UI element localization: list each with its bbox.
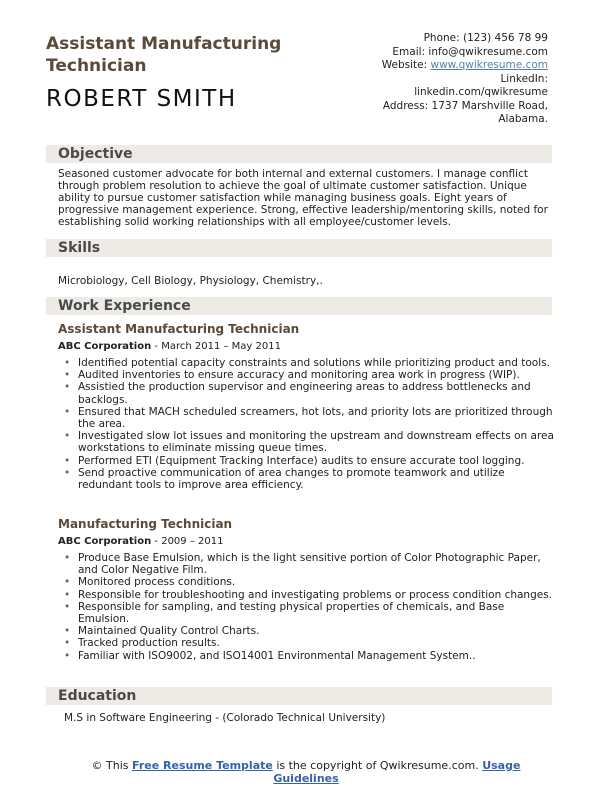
contact-website [382, 59, 548, 73]
job-meta-1 [58, 341, 281, 352]
job-meta-2 [58, 536, 223, 547]
experience-heading: Work Experience [58, 298, 191, 314]
skills-text: Microbiology, Cell Biology, Physiology, Chemistry,. [58, 275, 323, 287]
list-item: • Maintained Quality Control Charts. [58, 625, 554, 637]
footer-prefix: © This [91, 759, 133, 772]
list-item: • Ensured that MACH scheduled screamers, hot lots, and priority lots are prioritized through the area. [58, 406, 554, 430]
website-link[interactable]: www.qwikresume.com [430, 59, 548, 71]
job-dates-2: - 2009 – 2011 [151, 536, 224, 547]
education-heading: Education [58, 688, 137, 704]
list-item: • Performed ETI (Equipment Tracking Interface) audits to ensure accurate tool logging. [58, 455, 554, 467]
contact-website-label: Website: [381, 59, 431, 71]
contact-block [382, 32, 548, 127]
contact-email: Email: info@qwikresume.com [392, 45, 548, 58]
list-item: • Assistied the production supervisor and engineering areas to address bottlenecks and backlogs. [58, 381, 554, 405]
list-item: • Familiar with ISO9002, and ISO14001 Environmental Management System.. [58, 650, 554, 662]
objective-text: Seasoned customer advocate for both internal and external customers. I manage conflict through problem resolution to achieve the goal of ultimate customer satisfaction. Unique ability to pursue customer satisfaction while managing business goals. Eight years of progressive management experience. Strong, effective leadership/mentoring skills, noted for establishing solid working relationships with all employee/customer levels. [58, 168, 548, 228]
contact-linkedin: linkedin.com/qwikresume [414, 86, 548, 98]
copyright-footer [60, 759, 552, 785]
education-text: M.S in Software Engineering - (Colorado Technical University) [64, 712, 386, 724]
job-company-1: ABC Corporation [58, 341, 152, 352]
list-item: • Investigated slow lot issues and monitoring the upstream and downstream effects on area workstations to eliminate missing queue times. [58, 430, 554, 454]
objective-heading: Objective [58, 146, 133, 162]
contact-address-line1: Address: 1737 Marshville Road, [382, 99, 548, 112]
candidate-name: ROBERT SMITH [46, 86, 237, 112]
contact-linkedin-label: LinkedIn: [500, 72, 548, 85]
resume-job-title: Assistant Manufacturing Technician [46, 34, 282, 76]
job-bullets-1 [58, 357, 554, 491]
list-item: • Monitored process conditions. [58, 576, 554, 588]
free-resume-template-link[interactable]: Free Resume Template [132, 759, 273, 772]
job-dates-1: - March 2011 – May 2011 [151, 341, 281, 352]
contact-address-line2: Alabama. [498, 113, 548, 125]
list-item: • Audited inventories to ensure accuracy and monitoring area work in progress (WIP). [58, 369, 554, 381]
job-title-2: Manufacturing Technician [58, 517, 233, 531]
list-item: • Tracked production results. [58, 637, 554, 649]
list-item: • Responsible for troubleshooting and investigating problems or process condition changes. [58, 589, 554, 601]
skills-heading: Skills [58, 240, 101, 256]
footer-middle: is the copyright of Qwikresume.com. [272, 759, 483, 772]
contact-phone: Phone: (123) 456 78 99 [423, 32, 548, 44]
list-item: • Produce Base Emulsion, which is the light sensitive portion of Color Photographic Paper, and Color Negative Film. [58, 552, 554, 576]
job-title-1: Assistant Manufacturing Technician [58, 322, 300, 336]
job-bullets-2 [58, 552, 554, 662]
job-company-2: ABC Corporation [58, 536, 152, 547]
usage-guidelines-link[interactable]: Usage Guidelines [273, 759, 521, 785]
list-item: • Send proactive communication of area changes to promote teamwork and utilize redundant tools to improve area efficiency. [58, 467, 554, 491]
skills-section-bar [46, 239, 552, 257]
list-item: • Responsible for sampling, and testing physical properties of chemicals, and Base Emulsion. [58, 601, 554, 625]
list-item: • Identified potential capacity constraints and solutions while prioritizing product and tools. [58, 357, 554, 369]
